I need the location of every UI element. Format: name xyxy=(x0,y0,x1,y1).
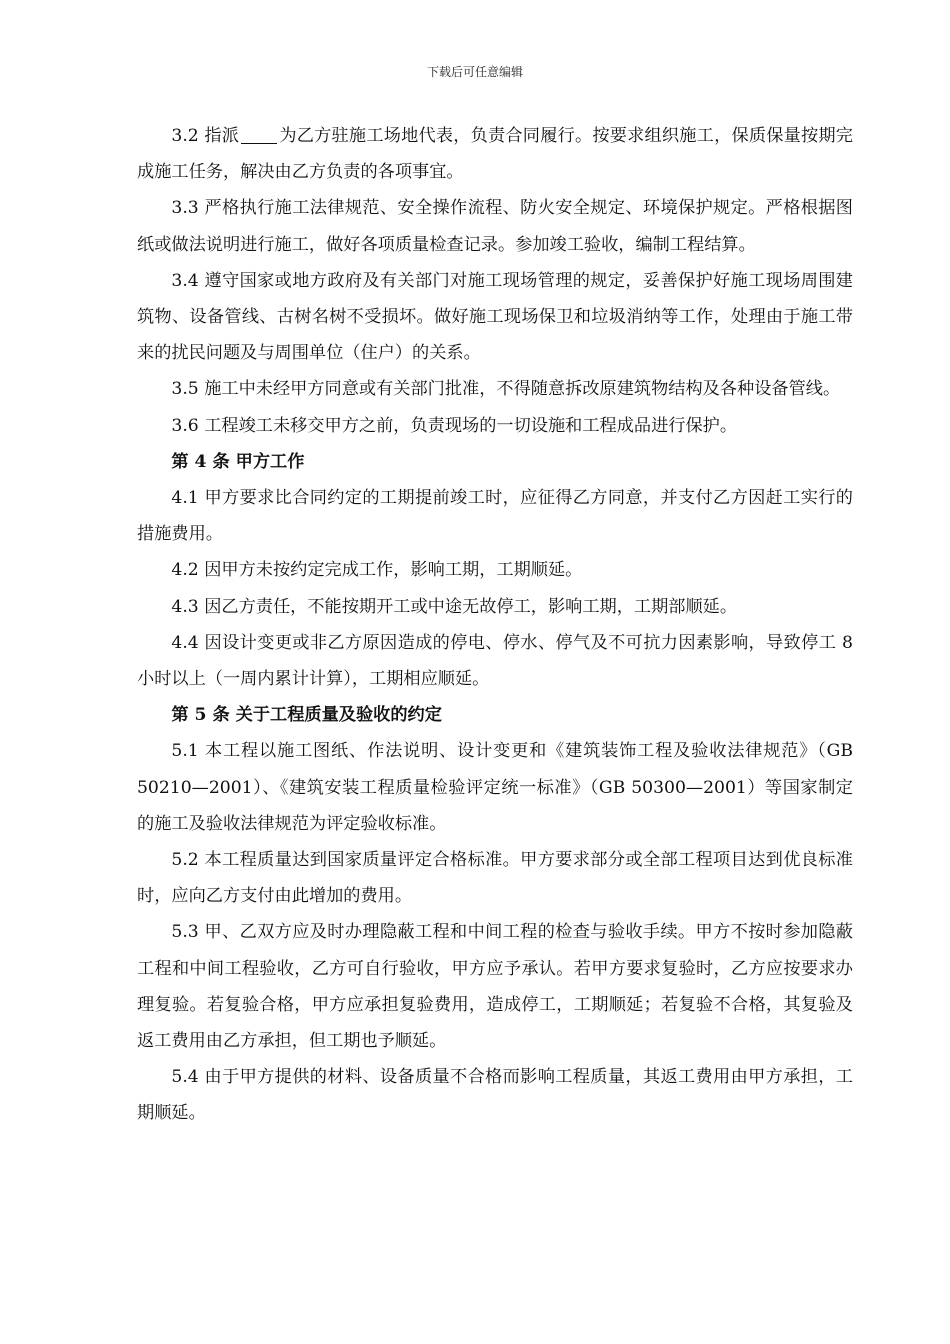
clause-5-1: 5.1 本工程以施工图纸、作法说明、设计变更和《建筑装饰工程及验收法律规范》（GB 50210—2001）、《建筑安装工程质量检验评定统一标准》（GB 50300—2001）等国家制定的施工及验收法律规范为评定验收标准。 xyxy=(137,741,853,834)
clause-3-3: 3.3 严格执行施工法律规范、安全操作流程、防火安全规定、环境保护规定。严格根据图纸或做法说明进行施工，做好各项质量检查记录。参加竣工验收，编制工程结算。 xyxy=(137,198,853,255)
article-4-heading: 第 4 条 甲方工作 xyxy=(171,451,305,472)
clause-5-4: 5.4 由于甲方提供的材料、设备质量不合格而影响工程质量，其返工费用由甲方承担，工期顺延。 xyxy=(137,1067,853,1124)
clause-4-4: 4.4 因设计变更或非乙方原因造成的停电、停水、停气及不可抗力因素影响，导致停工 8 小时以上（一周内累计计算），工期相应顺延。 xyxy=(137,632,853,690)
clause-4-2: 4.2 因甲方未按约定完成工作，影响工期，工期顺延。 xyxy=(171,560,583,581)
clause-5-3: 5.3 甲、乙双方应及时办理隐蔽工程和中间工程的检查与验收手续。甲方不按时参加隐蔽工程和中间工程验收，乙方可自行验收，甲方应予承认。若甲方要求复验时，乙方应按要求办理复验。若复验合格，甲方应承担复验费用，造成停工，工期顺延；若复验不合格，其复验及返工费用由乙方承担，但工期也予顺延。 xyxy=(137,922,853,1052)
article-5-heading: 第 5 条 关于工程质量及验收的约定 xyxy=(171,705,442,726)
clause-3-2-text-start: 3.2 指派 xyxy=(171,126,240,146)
clause-3-2-text-end: 为乙方驻施工场地代表，负责合同履行。按要求组织施工，保质保量按期完成施工任务，解决由乙方负责的各项事宜。 xyxy=(137,126,853,183)
clause-3-6: 3.6 工程竣工未移交甲方之前，负责现场的一切设施和工程成品进行保护。 xyxy=(171,415,738,436)
clause-4-1: 4.1 甲方要求比合同约定的工期提前竣工时，应征得乙方同意，并支付乙方因赶工实行的措施费用。 xyxy=(137,488,853,545)
clause-5-2: 5.2 本工程质量达到国家质量评定合格标准。甲方要求部分或全部工程项目达到优良标准时，应向乙方支付由此增加的费用。 xyxy=(137,850,853,907)
page-header: 下载后可任意编辑 xyxy=(426,65,523,79)
document-body xyxy=(137,118,853,1132)
clause-3-5: 3.5 施工中未经甲方同意或有关部门批准，不得随意拆改原建筑物结构及各种设备管线。 xyxy=(171,379,841,400)
clause-3-2 xyxy=(137,118,853,190)
blank-underline xyxy=(241,125,277,144)
clause-3-4: 3.4 遵守国家或地方政府及有关部门对施工现场管理的规定，妥善保护好施工现场周围建筑物、设备管线、古树名树不受损坏。做好施工现场保卫和垃圾消纳等工作，处理由于施工带来的扰民问题及与周围单位（住户）的关系。 xyxy=(137,270,853,364)
clause-4-3: 4.3 因乙方责任，不能按期开工或中途无故停工，影响工期，工期部顺延。 xyxy=(171,596,738,617)
